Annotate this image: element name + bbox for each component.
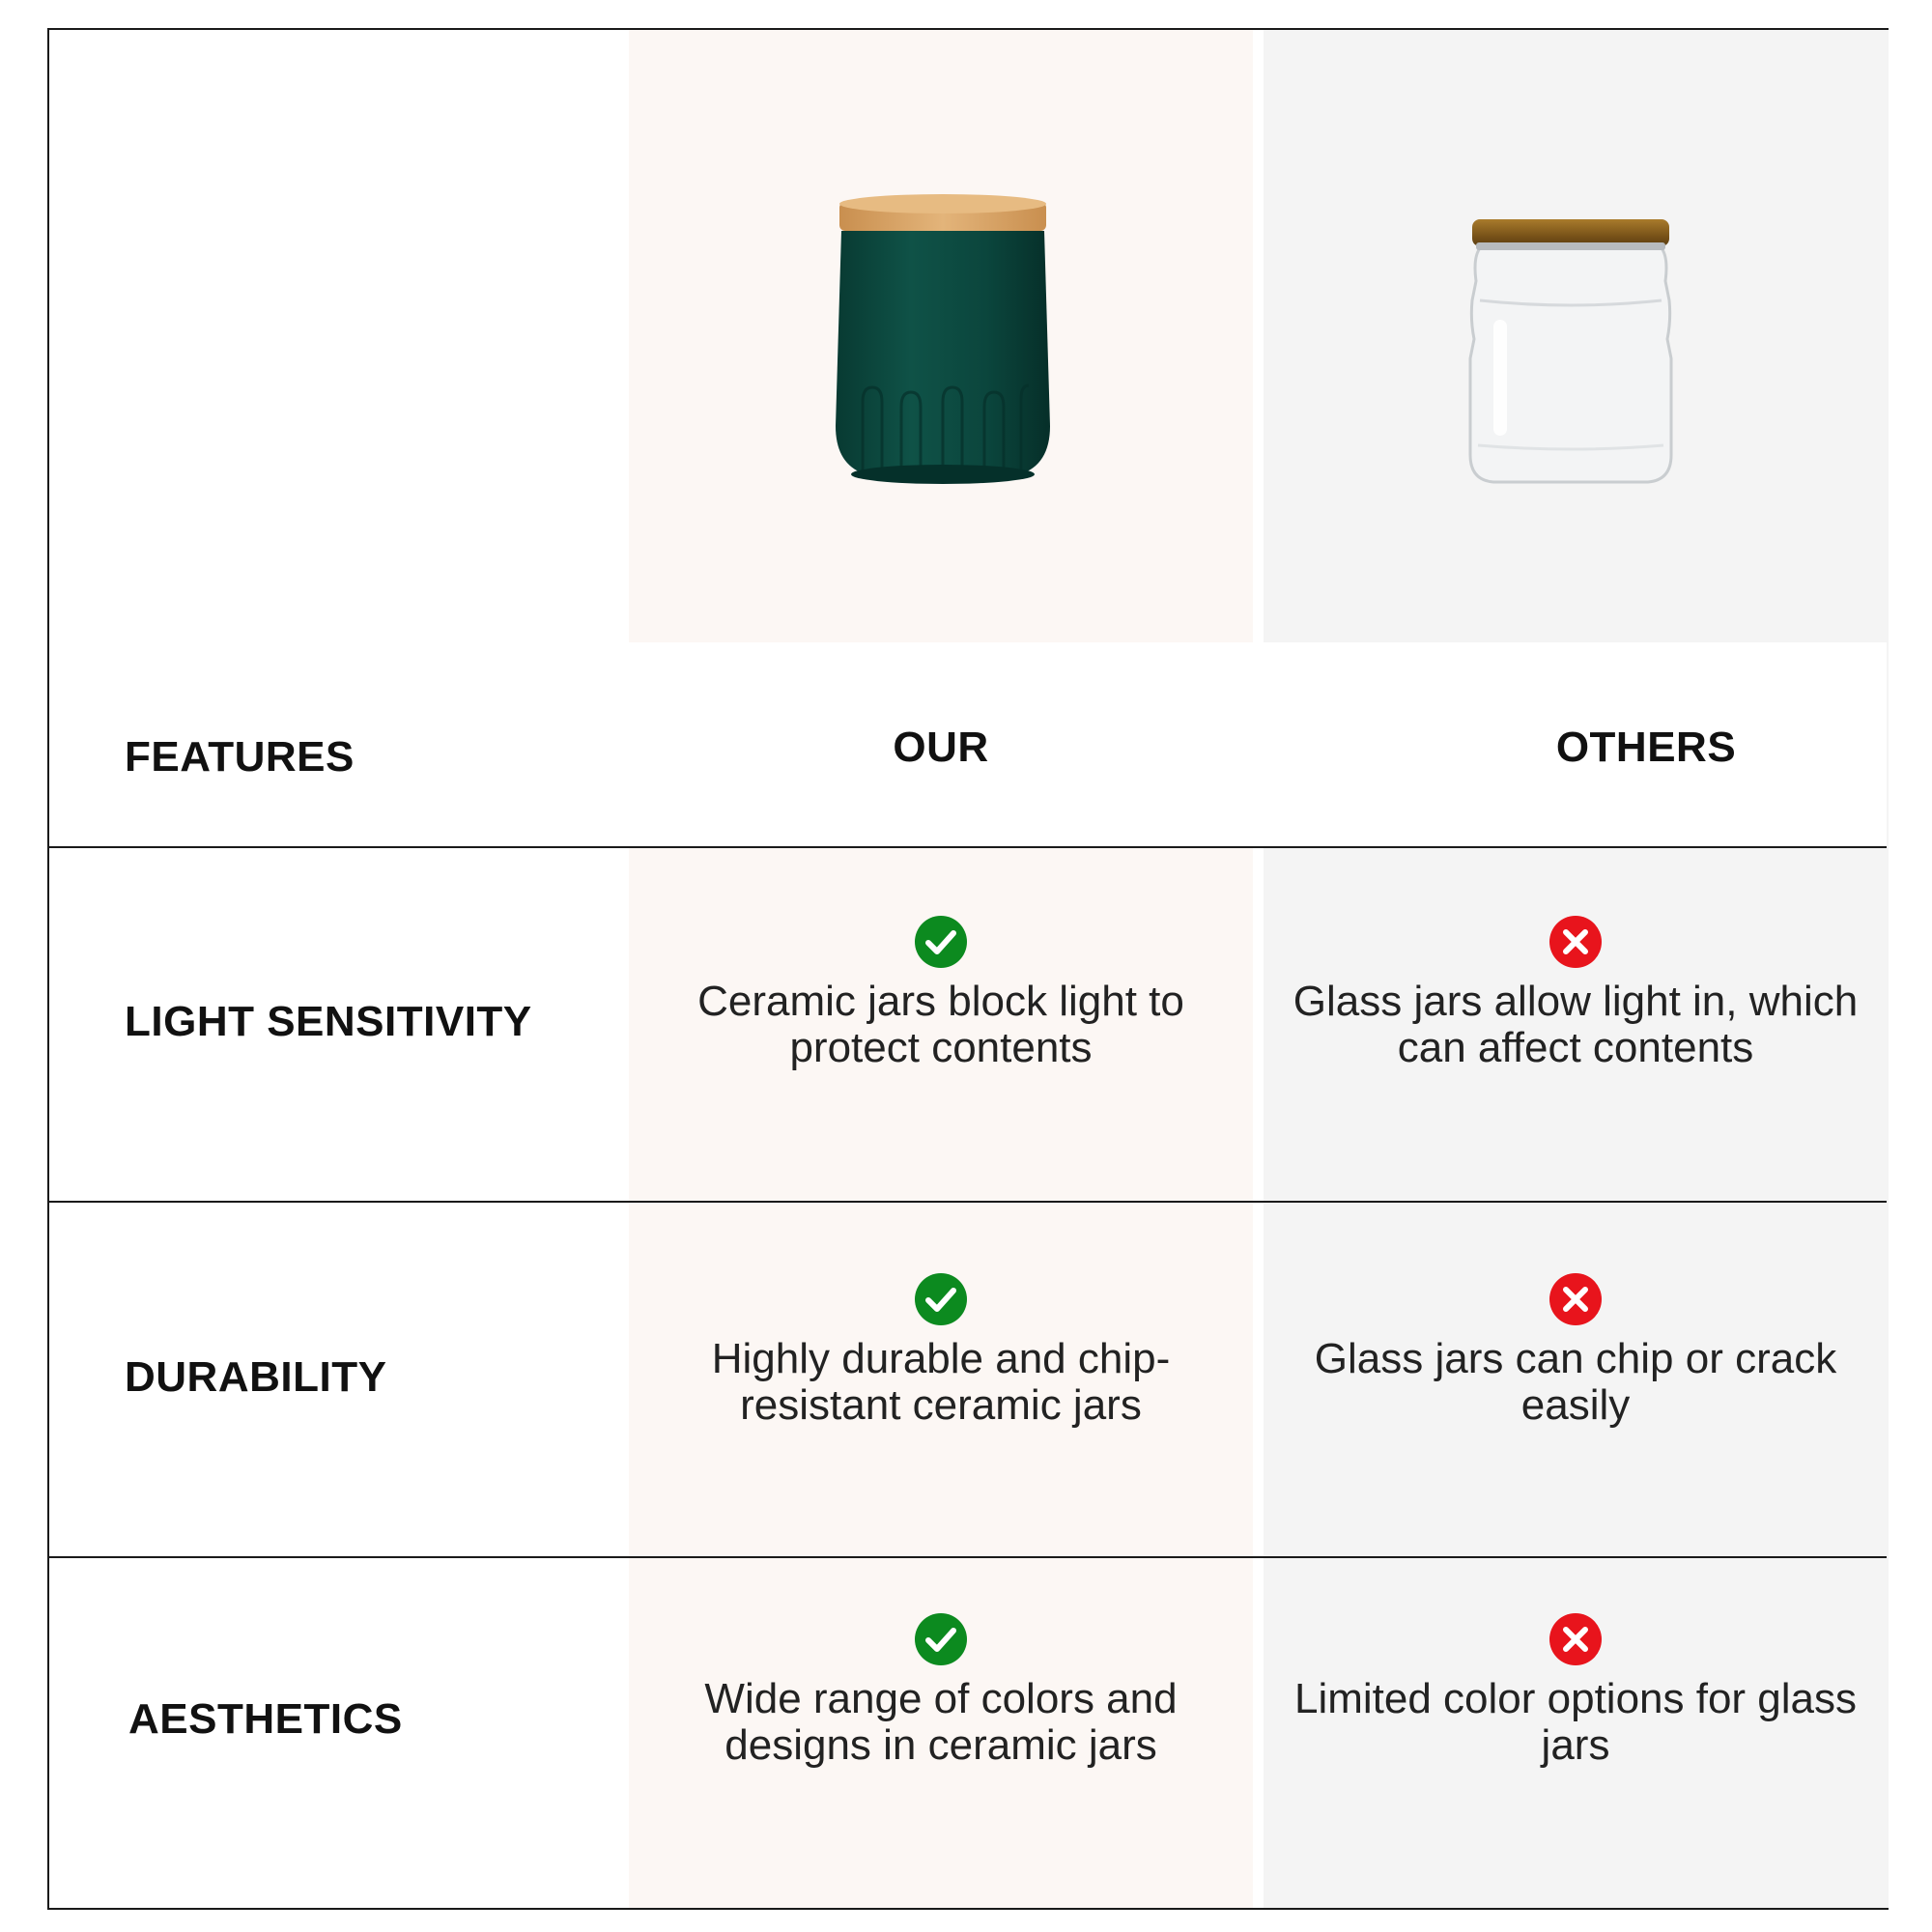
comparison-table	[47, 28, 1889, 1910]
glass-jar-icon	[1455, 185, 1687, 503]
others-durability-text: Glass jars can chip or crack easily	[1314, 1335, 1837, 1429]
our-aesthetics-text: Wide range of colors and designs in ceramic jars	[704, 1675, 1178, 1769]
our-durability-text: Highly durable and chip-resistant ceramic jars	[711, 1335, 1171, 1429]
check-circle-icon	[914, 1612, 968, 1666]
feature-aesthetics: AESTHETICS	[128, 1695, 403, 1743]
others-light-sensitivity-text: Glass jars allow light in, which can affect contents	[1293, 978, 1859, 1071]
check-circle-icon	[914, 915, 968, 969]
feature-durability: DURABILITY	[125, 1353, 387, 1401]
feature-light-sensitivity: LIGHT SENSITIVITY	[125, 998, 532, 1045]
others-aesthetics-text: Limited color options for glass jars	[1293, 1675, 1858, 1769]
our-durability-cell	[629, 1272, 1253, 1429]
divider-row-2	[49, 1556, 1887, 1558]
divider-header	[49, 846, 1887, 848]
x-circle-icon	[1548, 1612, 1603, 1666]
green-ceramic-jar-icon	[812, 185, 1073, 503]
our-light-sensitivity-text: Ceramic jars block light to protect contents	[697, 978, 1184, 1071]
others-light-sensitivity-cell	[1264, 915, 1888, 1071]
x-circle-icon	[1548, 1272, 1603, 1326]
features-header: FEATURES	[125, 733, 355, 781]
our-column-header: OUR	[893, 724, 989, 771]
our-aesthetics-cell	[629, 1612, 1253, 1769]
our-light-sensitivity-cell	[629, 915, 1253, 1071]
others-aesthetics-cell	[1264, 1612, 1888, 1769]
x-circle-icon	[1548, 915, 1603, 969]
divider-row-1	[49, 1201, 1887, 1203]
others-durability-cell	[1264, 1272, 1888, 1429]
others-column-header: OTHERS	[1555, 724, 1737, 771]
check-circle-icon	[914, 1272, 968, 1326]
